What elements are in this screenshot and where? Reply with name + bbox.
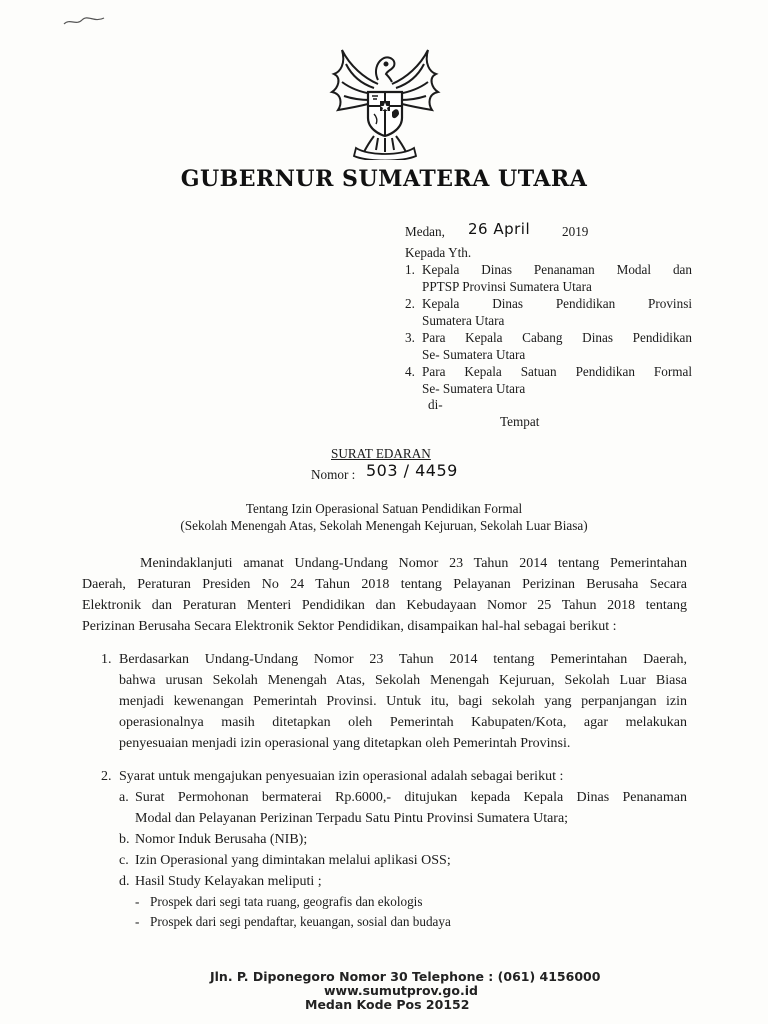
point-1-line-2: bahwa urusan Sekolah Menengah Atas, Sekolah Menengah Kejuruan, Sekolah Luar Biasa	[119, 673, 687, 688]
sub-d-text: Hasil Study Kelayakan meliputi ;	[135, 874, 322, 889]
document-type-heading: SURAT EDARAN	[331, 446, 431, 461]
point-1-number: 1.	[101, 652, 112, 667]
dash-item-1: Prospek dari segi tata ruang, geografis dan ekologis	[150, 894, 423, 909]
recipient-tempat: Tempat	[500, 414, 540, 429]
footer-address: Jln. P. Diponegoro Nomor 30 Telephone : (061) 4156000	[210, 969, 601, 984]
point-1-line-5: penyesuaian menjadi izin operasional yang ditetapkan oleh Pemerintah Provinsi.	[119, 736, 571, 751]
dash-bullet-1: -	[135, 894, 140, 909]
date-handwritten: 26 April	[468, 220, 531, 238]
dash-item-2: Prospek dari segi pendaftar, keuangan, sosial dan budaya	[150, 914, 451, 929]
intro-line-1: Menindaklanjuti amanat Undang-Undang Nomor 23 Tahun 2014 tentang Pemerintahan	[140, 556, 687, 571]
recipient-2-line-1: Kepala Dinas Pendidikan Provinsi	[422, 296, 692, 311]
recipient-num-4: 4.	[405, 364, 415, 379]
sub-d-label: d.	[119, 874, 130, 889]
sub-c-text: Izin Operasional yang dimintakan melalui aplikasi OSS;	[135, 853, 451, 868]
recipient-1-line-1: Kepala Dinas Penanaman Modal dan	[422, 262, 692, 277]
recipient-1-line-2: PPTSP Provinsi Sumatera Utara	[422, 279, 592, 294]
recipient-di: di-	[428, 397, 443, 412]
recipient-num-2: 2.	[405, 296, 415, 311]
sub-c-label: c.	[119, 853, 129, 868]
footer-postcode: Medan Kode Pos 20152	[305, 997, 470, 1012]
sub-a-line-2: Modal dan Pelayanan Perizinan Terpadu Satu Pintu Provinsi Sumatera Utara;	[135, 811, 569, 826]
subject-line-1: Tentang Izin Operasional Satuan Pendidikan Formal	[245, 501, 523, 516]
recipient-4-line-1: Para Kepala Satuan Pendidikan Formal	[422, 364, 692, 379]
recipient-3-line-2: Se- Sumatera Utara	[422, 347, 526, 362]
garuda-emblem-icon	[328, 44, 442, 160]
recipient-3-line-1: Para Kepala Cabang Dinas Pendidikan	[422, 330, 692, 345]
recipient-num-3: 3.	[405, 330, 415, 345]
point-2-text: Syarat untuk mengajukan penyesuaian izin operasional adalah sebagai berikut :	[119, 769, 564, 784]
point-1-line-3: menjadi kewenangan Pemerintah Provinsi. Untuk itu, bagi sekolah yang perpanjangan izin	[119, 694, 687, 709]
document-number-handwritten: 503 / 4459	[366, 461, 458, 480]
date-place: Medan,	[405, 224, 445, 239]
point-1-line-4: operasionalnya masih ditetapkan oleh Pemerintah Kabupaten/Kota, agar melakukan	[119, 715, 687, 730]
subject-line-2: (Sekolah Menengah Atas, Sekolah Menengah Kejuruan, Sekolah Luar Biasa)	[180, 518, 588, 533]
point-1-line-1: Berdasarkan Undang-Undang Nomor 23 Tahun 2014 tentang Pemerintahan Daerah,	[119, 652, 687, 667]
footer-website: www.sumutprov.go.id	[324, 983, 478, 998]
date-year: 2019	[562, 224, 589, 239]
sub-a-label: a.	[119, 790, 129, 805]
document-number-label: Nomor :	[311, 467, 356, 482]
recipient-4-line-2: Se- Sumatera Utara	[422, 381, 526, 396]
point-2-number: 2.	[101, 769, 112, 784]
recipient-num-1: 1.	[405, 262, 415, 277]
sub-b-label: b.	[119, 832, 130, 847]
dash-bullet-2: -	[135, 914, 140, 929]
recipient-2-line-2: Sumatera Utara	[422, 313, 505, 328]
intro-line-3: Elektronik dan Peraturan Menteri Pendidikan dan Kebudayaan Nomor 25 Tahun 2018 tentang	[82, 598, 687, 613]
intro-line-4: Perizinan Berusaha Secara Elektronik Sektor Pendidikan, disampaikan hal-hal sebagai berikut :	[82, 619, 617, 634]
letterhead-title: GUBERNUR SUMATERA UTARA	[180, 166, 588, 192]
sub-a-line-1: Surat Permohonan bermaterai Rp.6000,- ditujukan kepada Kepala Dinas Penanaman	[135, 790, 687, 805]
sub-b-text: Nomor Induk Berusaha (NIB);	[135, 832, 308, 847]
intro-line-2: Daerah, Peraturan Presiden No 24 Tahun 2018 tentang Pelayanan Perizinan Berusaha Secara	[82, 577, 687, 592]
recipient-intro: Kepada Yth.	[405, 245, 472, 260]
pen-scribble-mark	[62, 14, 106, 28]
